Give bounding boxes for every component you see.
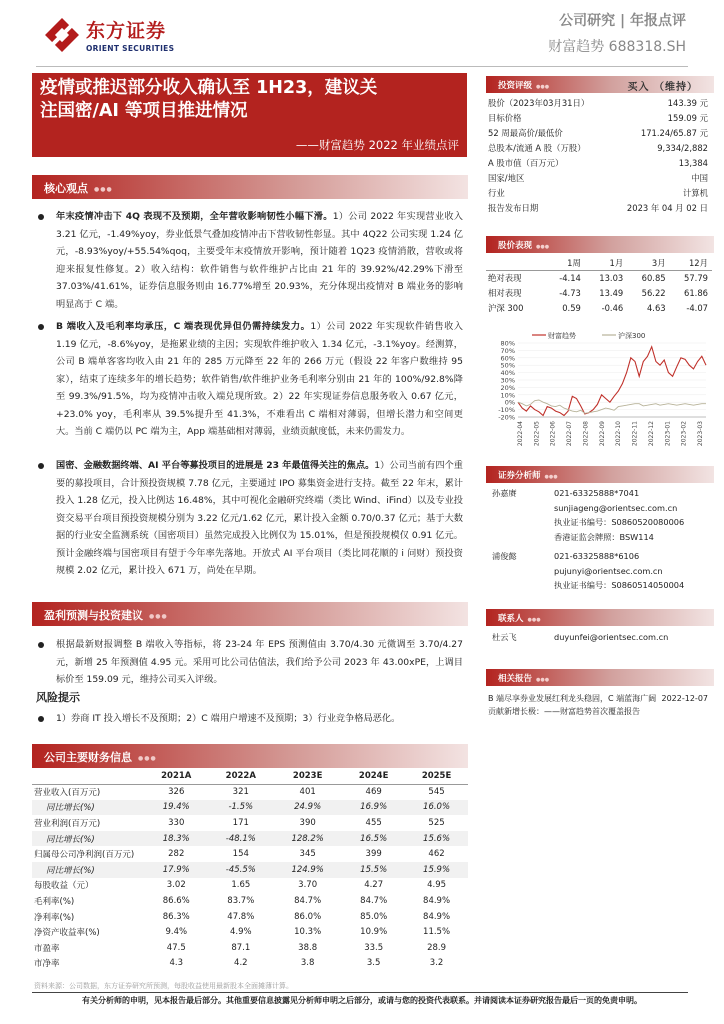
info-row [488, 186, 708, 201]
row-label: 营业收入(百万元) [34, 788, 101, 799]
cell-value: 28.9 [427, 942, 447, 953]
cell-value: 84.7% [294, 895, 322, 906]
stock-info [488, 95, 708, 216]
cell-value: 11.5% [423, 927, 451, 938]
report-type: 公司研究 | 年报点评 [559, 13, 686, 29]
financials-row [32, 846, 468, 862]
rating-heading: 投资评级 ●●● [486, 76, 714, 93]
risk-text: 1）券商 IT 投入增长不及预期；2）C 端用户增速不及预期；3）行业竞争格局恶化。 [38, 710, 463, 728]
disclaimer: 有关分析师的申明，见本报告最后部分。其他重要信息披露见分析师申明之后部分，或请与您的投资代表联系。并请阅读本证券研究报告最后一页的免责申明。 [82, 996, 642, 1005]
cell-value: 19.4% [144, 800, 209, 816]
financials-row [32, 956, 468, 972]
cell-value: 171 [232, 817, 249, 828]
analyst-name: 孙嘉赓 [492, 487, 517, 498]
related-report-item[interactable] [488, 692, 708, 718]
core-point-body: 1）公司 2022 年实现软件销售收入 1.19 亿元，-8.6%yoy，是拖累业绩的主因；实现软件维护收入 1.34 亿元，-3.1%yoy。经测算，公司 B 端单客客均收入由 21 年的 285 万元降至 22 年的 266 万元（假设 22 年客户数维持 95 家），结束了连续多年的增长趋势；软件销售/软件维护业务毛利率分别由 21 年的 100%/92.8%降至 99.3%/91.5%，均为疫情冲击收入端兑现所致。2）22 年实现证券信息服务收入 0.67 亿元，+23.0% yoy，毛利率从 39.5%提升至 41.3%，不难看出 C 端相对薄弱，但增长潜力和空间更大。当前 C 端仍以 PC 端为主，App 端基础相对薄弱，业绩贡献度低，未来仍需发力。 [56, 321, 463, 437]
cell-value: 4.95 [427, 880, 447, 891]
financials-row [32, 940, 468, 956]
cell-value: 1.65 [231, 880, 251, 891]
analyst-hk-license: 香港证监会牌照：BSW114 [554, 532, 654, 543]
bullet-icon [38, 324, 44, 330]
rating-value: 买入 （维持） [627, 82, 698, 93]
core-point-2 [38, 318, 463, 441]
cell-value: 86.6% [162, 895, 190, 906]
heading-dots: ●●● [94, 185, 113, 193]
cell-value: 282 [168, 849, 185, 860]
cell-value: 321 [232, 787, 249, 798]
heading-dots: ●●● [527, 617, 541, 623]
info-value: 计算机 [682, 188, 708, 199]
info-row [488, 155, 708, 170]
cell-value: 128.2% [273, 831, 342, 847]
header-divider [36, 66, 688, 67]
cell-value: 3.70 [298, 880, 318, 891]
info-value: 9,334/2,882 [657, 142, 708, 153]
info-value: 中国 [691, 173, 708, 184]
perf-value: 60.85 [627, 270, 669, 285]
cell-value: 330 [168, 817, 185, 828]
col-header: 2025E [405, 768, 468, 784]
stock-performance-chart [486, 325, 712, 455]
perf-value: 57.79 [670, 270, 712, 285]
row-label: 同比增长(%) [32, 800, 144, 816]
cell-value: -1.5% [209, 800, 274, 816]
cell-value: 18.3% [144, 831, 209, 847]
footer-divider [32, 992, 688, 993]
title-subtitle: ——财富趋势 2022 年业绩点评 [295, 138, 459, 152]
logo-chinese: 东方证券 [86, 20, 167, 42]
cell-value: -48.1% [209, 831, 274, 847]
cell-value: 4.27 [364, 880, 384, 891]
legend-index: 沪深300 [618, 332, 646, 340]
cell-value: 86.0% [294, 911, 322, 922]
info-key: 目标价格 [488, 112, 522, 123]
heading-dots: ●●● [138, 754, 157, 762]
contact-name: 杜云飞 [492, 631, 517, 642]
info-row [488, 170, 708, 185]
performance-heading: 股价表现 ●●● [486, 236, 714, 253]
cell-value: 83.7% [227, 895, 255, 906]
perf-value: 0.59 [562, 302, 581, 313]
row-label: 营业利润(百万元) [34, 818, 101, 829]
company-logo [44, 16, 174, 53]
related-report-title[interactable]: B 端尽享券业发展红利龙头稳固，C 端蓝海广阔贡献新增长极：——财富趋势首次覆盖报告 [488, 694, 657, 716]
financials-row [32, 862, 468, 878]
forecast-text: 根据最新财报调整 B 端收入等指标，将 23-24 年 EPS 预测值由 3.70/4.30 元微调至 3.70/4.27 元，新增 25 年预测值 4.95 元。采用可比公司估值法，我们给予公司 2023 年 43.00xPE，上调目标价至 159.09 元，维持公司买入评级。 [38, 636, 463, 689]
core-point-lead: 国密、金融数据终端、AI 平台等募投项目的进展是 23 年最值得关注的焦点。 [56, 460, 375, 471]
cell-value: 86.3% [162, 911, 190, 922]
cell-value: 4.3 [169, 958, 184, 969]
core-point-1 [38, 208, 463, 313]
cell-value: 9.4% [165, 927, 188, 938]
info-row [488, 201, 708, 216]
cell-value: 84.9% [423, 911, 451, 922]
perf-col-header: 1月 [609, 257, 624, 268]
chart-y-tick: 30% [500, 376, 515, 385]
chart-x-tick: 2022-06 [549, 421, 557, 447]
cell-value: 545 [428, 787, 445, 798]
financials-row [32, 831, 468, 847]
info-key: 总股本/流通 A 股（万股） [488, 142, 586, 153]
chart-y-tick: -20% [498, 413, 515, 422]
chart-y-tick: 0% [504, 398, 515, 407]
chart-x-tick: 2022-07 [566, 421, 574, 447]
chart-x-tick: 2022-05 [533, 421, 541, 447]
chart-y-tick: 50% [500, 361, 515, 370]
related-report-date: 2022-12-07 [661, 694, 708, 703]
cell-value: 399 [365, 849, 382, 860]
col-header: 2021A [144, 768, 209, 784]
analyst-email[interactable]: pujunyi@orientsec.com.cn [554, 566, 663, 577]
cell-value: 15.9% [405, 862, 468, 878]
title-line-1: 疫情或推迟部分收入确认至 1H23，建议关 [40, 78, 378, 98]
analyst-phone: 021-63325888*7041 [554, 488, 640, 499]
analyst-heading: 证券分析师 ●●● [486, 466, 714, 483]
info-value: 171.24/65.87 元 [640, 127, 708, 138]
perf-row [486, 285, 712, 300]
info-value: 143.39 元 [667, 97, 708, 108]
info-key: A 股市值（百万元） [488, 157, 564, 168]
financials-row [32, 878, 468, 894]
cell-value: 469 [365, 787, 382, 798]
heading-dots: ●●● [536, 677, 550, 683]
info-key: 行业 [488, 188, 505, 199]
cell-value: 345 [299, 849, 316, 860]
analyst-email[interactable]: sunjiageng@orientsec.com.cn [554, 503, 678, 514]
financials-source: 资料来源：公司数据，东方证券研究所预测，每股收益使用最新股本全面摊薄计算。 [34, 982, 293, 990]
perf-value: 61.86 [684, 287, 708, 298]
perf-label: 绝对表现 [486, 270, 546, 285]
contact-person [492, 630, 712, 645]
heading-dots: ●●● [536, 244, 550, 250]
chart-y-tick: 40% [500, 369, 515, 378]
perf-col-header: 3月 [651, 257, 666, 268]
chart-x-tick: 2022-12 [647, 421, 655, 447]
cell-value: 84.9% [423, 895, 451, 906]
row-label: 同比增长(%) [32, 862, 144, 878]
related-reports-heading: 相关报告 ●●● [486, 669, 714, 686]
chart-y-tick: 60% [500, 354, 515, 363]
financials-row [32, 924, 468, 940]
cell-value: 326 [168, 787, 185, 798]
perf-row [486, 270, 712, 285]
orient-logo-icon [44, 17, 80, 53]
perf-label: 沪深 300 [488, 302, 524, 313]
cell-value: 401 [299, 787, 316, 798]
legend-stock: 财富趋势 [548, 332, 576, 340]
heading-dots: ●●● [544, 474, 558, 480]
col-header: 2022A [209, 768, 274, 784]
info-row [488, 140, 708, 155]
analyst-name: 浦俊懿 [492, 550, 517, 561]
cell-value: 15.6% [405, 831, 468, 847]
perf-value: -4.14 [546, 270, 585, 285]
analyst-2 [492, 549, 712, 593]
cell-value: 85.0% [360, 911, 388, 922]
info-key: 股价（2023年03月31日） [488, 97, 590, 108]
info-value: 13,384 [678, 157, 708, 168]
row-label: 净利率(%) [34, 912, 75, 923]
row-label: 市盈率 [34, 943, 60, 954]
cell-value: 24.9% [273, 800, 342, 816]
perf-value: -4.73 [559, 287, 581, 298]
core-point-lead: 年末疫情冲击下 4Q 表现不及预期，全年营收影响韧性小幅下滑。 [56, 211, 333, 222]
analyst-cert: 执业证书编号：S0860514050004 [554, 580, 685, 591]
perf-value: 4.63 [646, 302, 666, 313]
core-views-heading: 核心观点 ●●● [32, 175, 468, 199]
chart-x-tick: 2022-08 [582, 421, 590, 447]
row-label: 净资产收益率(%) [34, 928, 100, 939]
perf-value: -0.46 [601, 302, 624, 313]
heading-dots: ●●● [149, 612, 168, 620]
financials-row [32, 909, 468, 925]
chart-y-tick: -10% [498, 406, 515, 415]
cell-value: 10.9% [360, 927, 388, 938]
cell-value: 124.9% [273, 862, 342, 878]
perf-row [486, 300, 712, 315]
info-key: 国家/地区 [488, 173, 525, 184]
analyst-1 [492, 486, 712, 545]
chart-x-tick: 2023-01 [664, 421, 672, 447]
perf-value: -4.07 [686, 302, 708, 313]
cell-value: 4.9% [229, 927, 252, 938]
perf-col-header: 12月 [688, 257, 708, 268]
cell-value: 3.2 [429, 958, 444, 969]
info-row [488, 110, 708, 125]
contact-email[interactable]: duyunfei@orientsec.com.cn [554, 632, 669, 643]
financials-row [32, 893, 468, 909]
cell-value: 455 [365, 817, 382, 828]
perf-col-header [486, 256, 546, 270]
financials-row [32, 800, 468, 816]
info-row [488, 95, 708, 110]
perf-col-header: 1周 [567, 257, 581, 268]
logo-english: ORIENT SECURITIES [86, 44, 175, 53]
financials-row [32, 815, 468, 831]
bullet-icon [38, 642, 44, 648]
forecast-heading: 盈利预测与投资建议 ●●● [32, 602, 468, 626]
contact-heading: 联系人 ●●● [486, 609, 714, 626]
report-header [548, 10, 686, 56]
core-point-3 [38, 457, 463, 580]
col-header [32, 768, 144, 784]
risk-heading: 风险提示 [36, 691, 80, 704]
chart-x-tick: 2022-10 [615, 421, 623, 447]
cell-value: 390 [299, 817, 316, 828]
cell-value: 47.8% [227, 911, 255, 922]
cell-value: 16.0% [405, 800, 468, 816]
chart-x-tick: 2022-04 [517, 421, 524, 447]
row-label: 每股收益（元） [34, 881, 94, 892]
financials-row [32, 784, 468, 800]
chart-x-tick: 2023-03 [697, 421, 704, 447]
chart-x-tick: 2023-02 [680, 421, 688, 447]
analyst-cert: 执业证书编号：S0860520080006 [554, 517, 685, 528]
info-row [488, 125, 708, 140]
perf-value: 13.03 [585, 270, 627, 285]
cell-value: 16.9% [342, 800, 405, 816]
perf-value: 56.22 [641, 287, 666, 298]
cell-value: 4.2 [234, 958, 248, 969]
chart-x-tick: 2022-09 [598, 421, 606, 447]
company-ticker: 财富趋势 688318.SH [548, 39, 686, 55]
cell-value: 84.7% [360, 895, 388, 906]
core-point-body: 1）公司当前有四个重要的募投项目，合计预投资规模 7.78 亿元，主要通过 IPO 募集资金进行支持。截至 22 年末，累计投入 1.28 亿元，投入比例达 16.48%，其中可视化金融研究终端（类比 Wind、iFind）以及专业投资交易平台项目预投资规模分别为 3.22 亿元/1.62 亿元，累计投入金额 0.70/0.37 亿元；基于大数据的行业安全监测系统（国密项目）虽然完成投入比例仅为 15.01%，但是预投规模仅 0.91 亿元。预计金融终端与国密项目有望于今年率先落地。开放式 AI 平台项目（类比同花顺的 i 问财）预投资规模 2.02 亿元，累计投入 671 万，尚处在早期。 [56, 460, 463, 576]
chart-y-tick: 10% [500, 391, 515, 400]
core-point-lead: B 端收入及毛利率均承压，C 端表现优异但仍需持续发力。 [56, 321, 311, 332]
chart-x-tick: 2022-11 [631, 421, 639, 447]
cell-value: 87.1 [231, 942, 251, 953]
perf-value: 13.49 [599, 287, 624, 298]
chart-y-tick: 20% [500, 383, 515, 392]
col-header: 2024E [342, 768, 405, 784]
perf-label: 相对表现 [488, 287, 522, 298]
info-key: 52 周最高价/最低价 [488, 127, 563, 138]
chart-y-tick: 70% [500, 346, 515, 355]
info-key: 报告发布日期 [488, 203, 539, 214]
financials-table [32, 768, 468, 971]
title-line-2: 注国密/AI 等项目推进情况 [40, 101, 248, 121]
info-value: 159.09 元 [667, 112, 708, 123]
cell-value: 3.5 [366, 958, 381, 969]
financials-heading: 公司主要财务信息 ●●● [32, 744, 468, 768]
cell-value: 15.5% [342, 862, 405, 878]
cell-value: 154 [232, 849, 249, 860]
cell-value: 3.8 [300, 958, 315, 969]
cell-value: 33.5 [364, 942, 384, 953]
cell-value: 3.02 [166, 880, 186, 891]
bullet-icon [38, 716, 44, 722]
financials-header-row [32, 768, 468, 784]
analyst-phone: 021-63325888*6106 [554, 551, 640, 562]
performance-table [486, 256, 712, 315]
cell-value: 38.8 [298, 942, 318, 953]
bullet-icon [38, 463, 44, 469]
core-point-body: 1）公司 2022 年实现营业收入 3.21 亿元，-1.49%yoy，券业低景气叠加疫情冲击下营收韧性彰显。其中 4Q22 公司实现 1.24 亿元，-8.93%yoy/+55.54%qoq，主要受年末疫情放开影响，预计随着 1Q23 疫情消散，营收或将迎来报复性修复。2）收入结构：软件销售与软件维护占比由 21 年的 39.92%/42.29%下滑至 37.03%/41.61%，证券信息服务则由 16.77%增至 20.93%，充分体现出疫情对 B 端业务的影响明显高于 C 端。 [56, 211, 463, 310]
row-label: 同比增长(%) [32, 831, 144, 847]
row-label: 归属母公司净利润(百万元) [34, 850, 135, 861]
report-title-box [32, 73, 467, 157]
cell-value: 525 [428, 817, 445, 828]
cell-value: 17.9% [144, 862, 209, 878]
bullet-icon [38, 214, 44, 220]
heading-dots: ●●● [536, 84, 550, 90]
cell-value: 47.5 [166, 942, 186, 953]
cell-value: 16.5% [342, 831, 405, 847]
chart-y-tick: 80% [500, 339, 515, 348]
row-label: 市净率 [34, 959, 60, 970]
cell-value: 10.3% [294, 927, 322, 938]
cell-value: 462 [428, 849, 445, 860]
info-value: 2023 年 04 月 02 日 [626, 203, 708, 214]
col-header: 2023E [273, 768, 342, 784]
row-label: 毛利率(%) [34, 896, 75, 907]
cell-value: -45.5% [209, 862, 274, 878]
